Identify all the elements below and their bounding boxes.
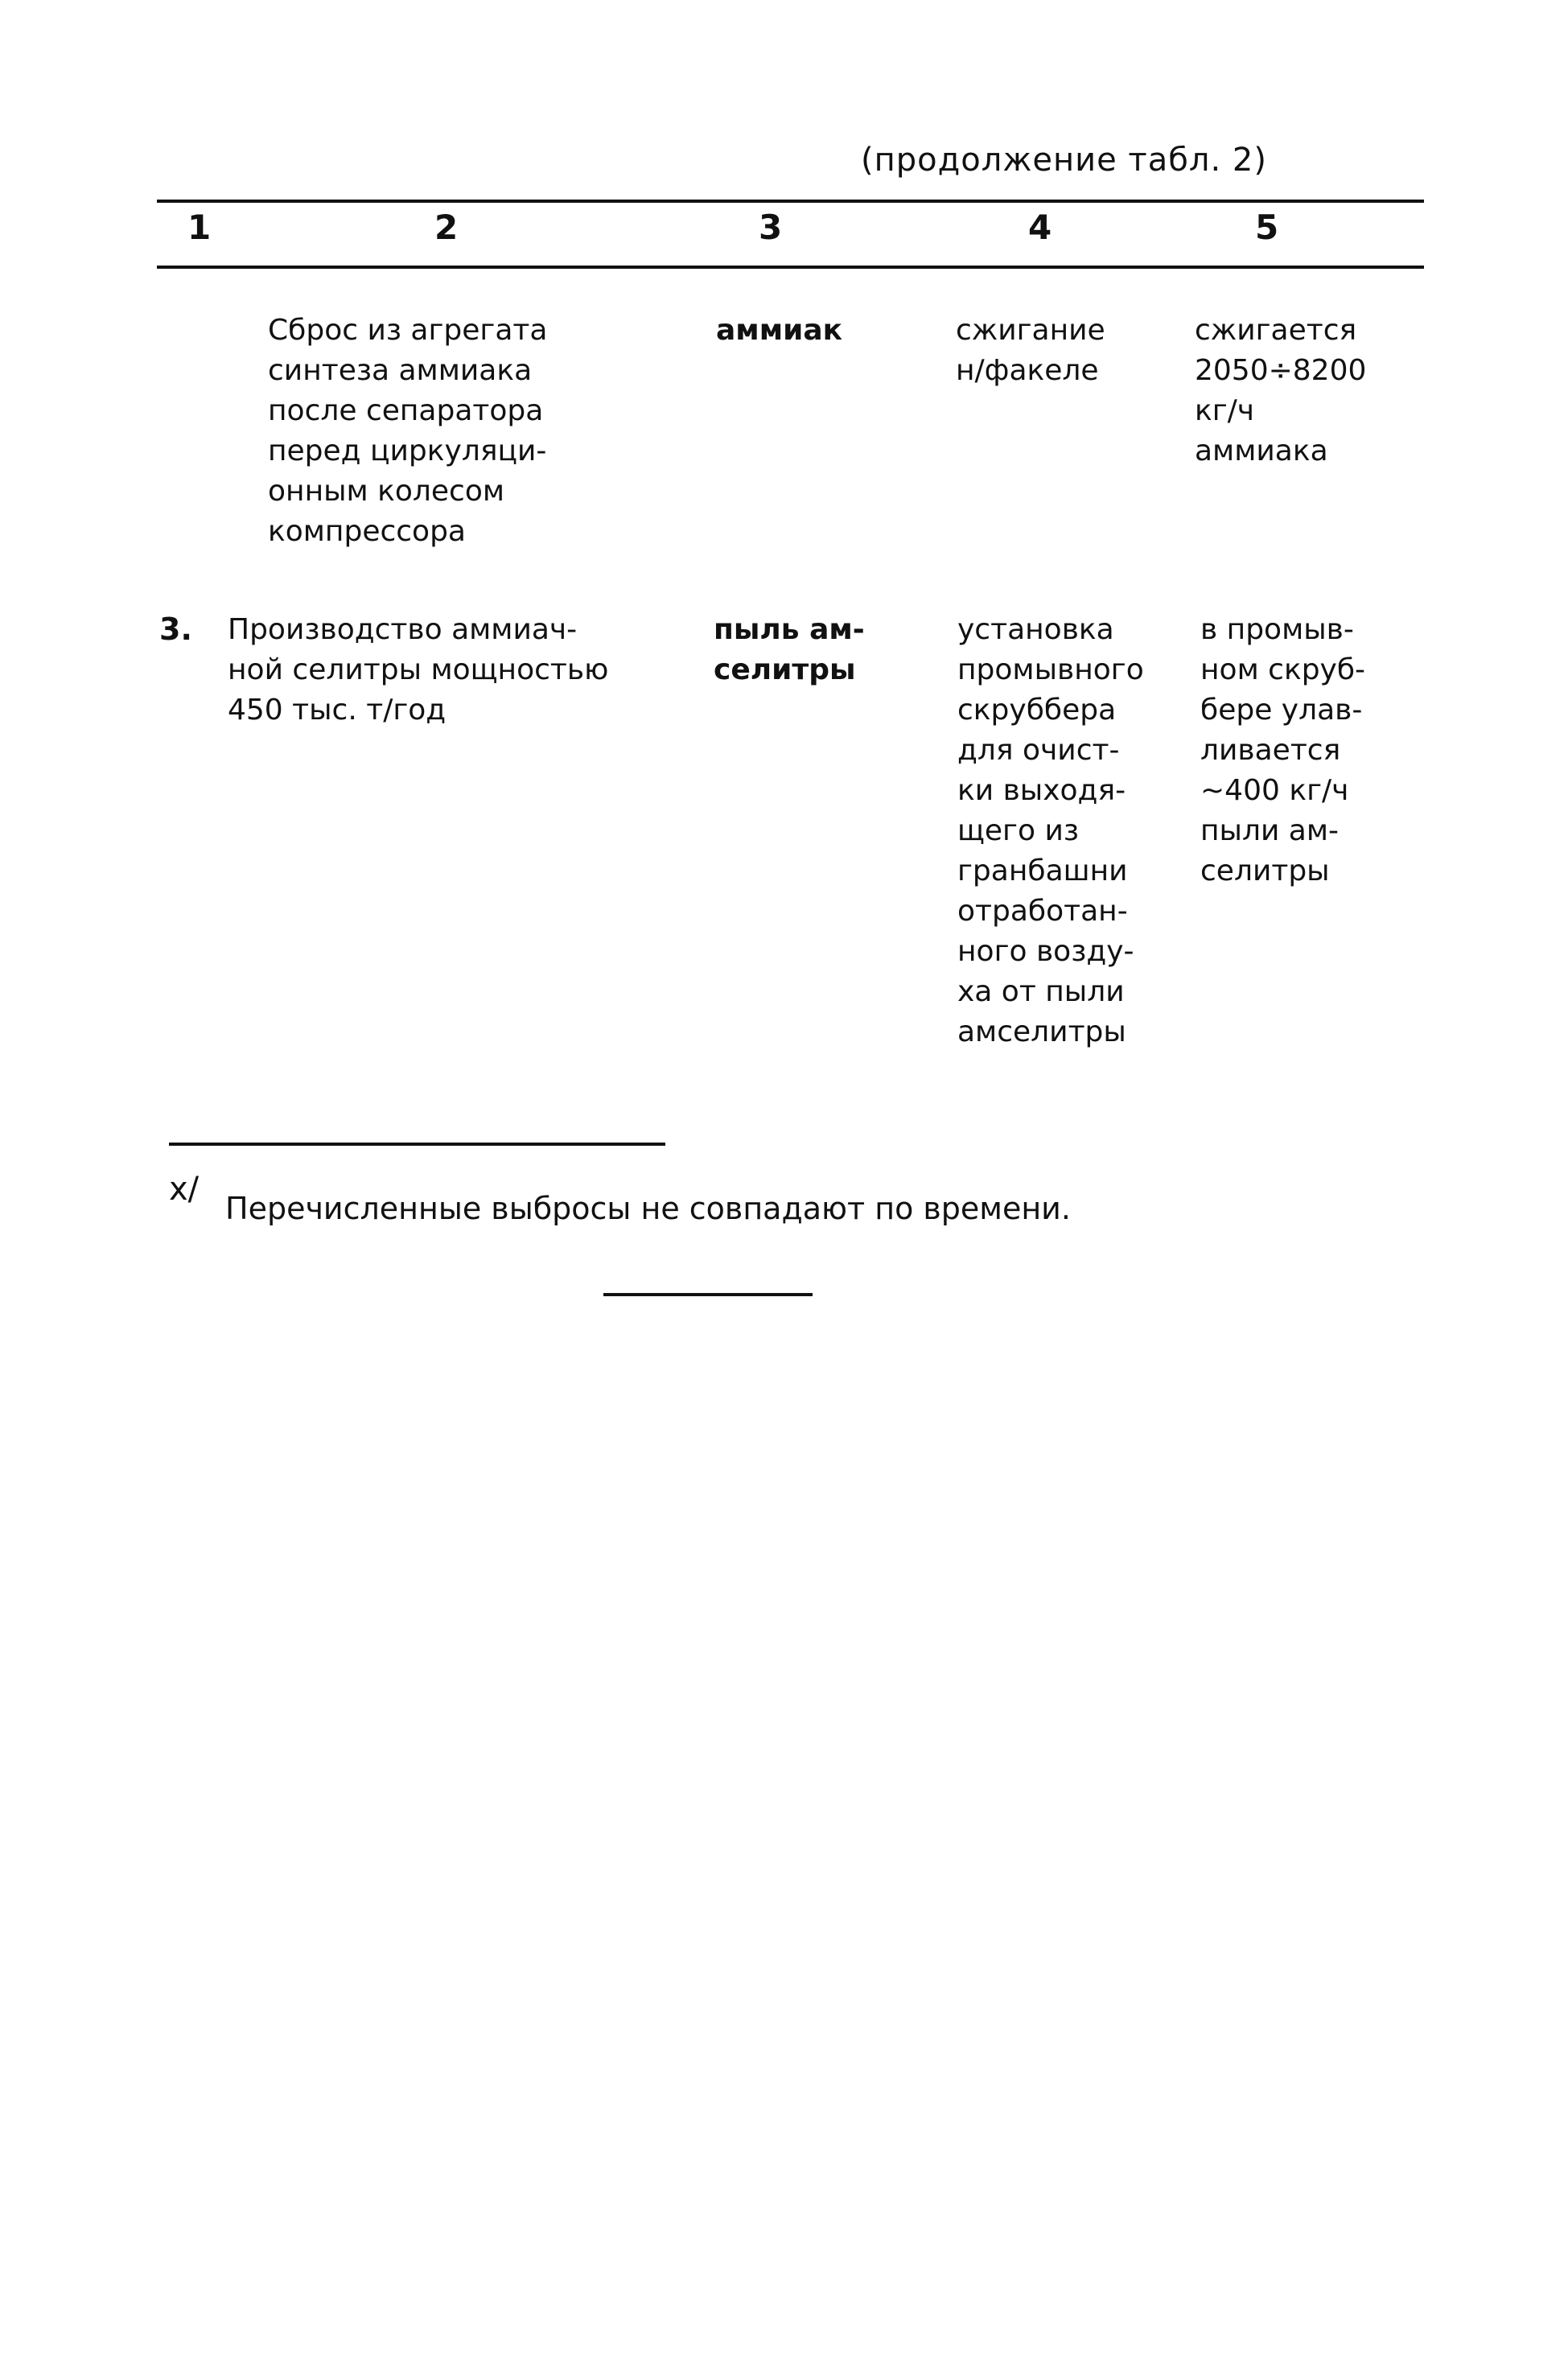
table-header-rule xyxy=(157,266,1424,269)
end-rule xyxy=(603,1293,813,1296)
row-substance-text: пыль ам- селитры xyxy=(714,613,865,686)
column-header-4: 4 xyxy=(1028,208,1052,247)
column-header-2: 2 xyxy=(434,208,459,247)
footnote-mark: x/ xyxy=(169,1171,200,1208)
footnote-separator xyxy=(169,1143,665,1146)
column-header-5: 5 xyxy=(1255,208,1279,247)
row-result-text: в промыв- ном скруб- бере улав- ливается ~400 кг/ч пыли ам- селитры xyxy=(1200,613,1366,887)
table-top-rule xyxy=(157,200,1424,203)
row-source-text: Производство аммиач- ной селитры мощностью 450 тыс. т/год xyxy=(228,613,609,727)
table-caption: (продолжение табл. 2) xyxy=(861,142,1267,179)
row-number: 3. xyxy=(159,612,192,647)
footnote-text: Перечисленные выбросы не совпадают по времени. xyxy=(225,1191,1071,1226)
column-header-3: 3 xyxy=(759,208,783,247)
row-method-text: установка промывного скруббера для очист- ки выходя- щего из гранбашни отработан- ного возду- ха от пыли амселитры xyxy=(957,613,1144,1048)
row-result-text: сжигается 2050÷8200 кг/ч аммиака xyxy=(1195,314,1367,467)
row-substance-text: аммиак xyxy=(716,314,843,347)
row-source-text: Сброс из агрегата синтеза аммиака после сепаратора перед циркуляци- онным колесом компрессора xyxy=(268,314,548,548)
column-header-1: 1 xyxy=(187,208,212,247)
row-method-text: сжигание н/факеле xyxy=(956,314,1105,387)
